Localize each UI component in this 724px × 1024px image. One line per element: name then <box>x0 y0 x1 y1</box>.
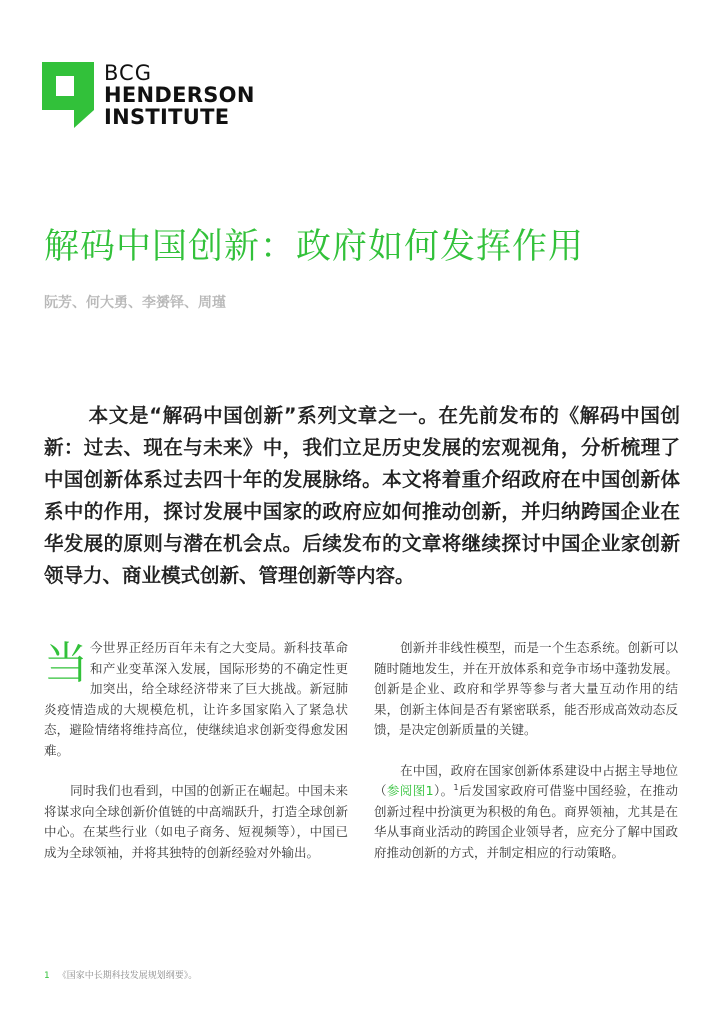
body-text: 后发国家政府可借鉴中国经验，在推动创新过程中扮演更为积极的角色。商界领袖，尤其是在华从事商业活动的跨国企业领导者，应充分了解中国政府推动创新的方式，并制定相应的行动策略。 <box>374 783 678 860</box>
article-authors: 阮芳、何大勇、李赟铎、周瑾 <box>44 295 226 311</box>
body-paragraph <box>374 761 678 864</box>
body-text: 创新并非线性模型，而是一个生态系统。创新可以随时随地发生，并在开放体系和竞争市场中蓬勃发展。创新是企业、政府和学界等参与者大量互动作用的结果，创新主体间是否有紧密联系，能否形成高效动态反馈，是决定创新质量的关键。 <box>374 640 678 737</box>
footnote-text: 《国家中长期科技发展规划纲要》。 <box>57 971 198 981</box>
intro-text: 本文是“解码中国创新”系列文章之一。在先前发布的《解码中国创新：过去、现在与未来》中，我们立足历史发展的宏观视角，分析梳理了中国创新体系过去四十年的发展脉络。本文将着重介绍政府在中国创新体系中的作用，探讨发展中国家的政府应如何推动创新，并归纳跨国企业在华发展的原则与潜在机会点。后续发布的文章将继续探讨中国企业家创新领导力、商业模式创新、管理创新等内容。 <box>44 404 680 587</box>
bcg-henderson-logo <box>42 62 302 134</box>
figure-reference-link[interactable]: 参阅图1 <box>386 783 434 798</box>
footnote-marker[interactable]: 1 <box>453 782 459 792</box>
footnote-number: 1 <box>44 971 50 981</box>
logo-text <box>104 62 255 128</box>
body-paragraph <box>44 781 348 863</box>
body-text: 在中国，政府在国家创新体系建设中占据主导地位（ <box>374 762 678 798</box>
intro-paragraph <box>44 400 680 592</box>
dropcap: 当 <box>44 638 88 689</box>
article-title: 解码中国创新：政府如何发挥作用 <box>44 227 585 267</box>
body-paragraph <box>374 638 678 741</box>
logo-bcg: BCG <box>104 61 152 85</box>
body-column-right <box>374 638 678 883</box>
bcg-logo-mark-icon <box>42 62 94 128</box>
body-text: ）。 <box>433 783 454 798</box>
logo-institute: INSTITUTE <box>104 105 230 129</box>
body-text: 今世界正经历百年未有之大变局。新科技革命和产业变革深入发展，国际形势的不确定性更加突出，给全球经济带来了巨大挑战。新冠肺炎疫情造成的大规模危机，让许多国家陷入了紧急状态，避险情绪将维持高位，使继续追求创新变得愈发困难。 <box>44 640 348 758</box>
logo-henderson: HENDERSON <box>104 83 255 107</box>
footnote <box>44 970 197 982</box>
body-paragraph <box>44 638 348 761</box>
body-text: 同时我们也看到，中国的创新正在崛起。中国未来将谋求向全球创新价值链的中高端跃升，打造全球创新中心。在某些行业（如电子商务、短视频等），中国已成为全球领袖，并将其独特的创新经验对外输出。 <box>44 783 348 860</box>
body-column-left <box>44 638 348 883</box>
